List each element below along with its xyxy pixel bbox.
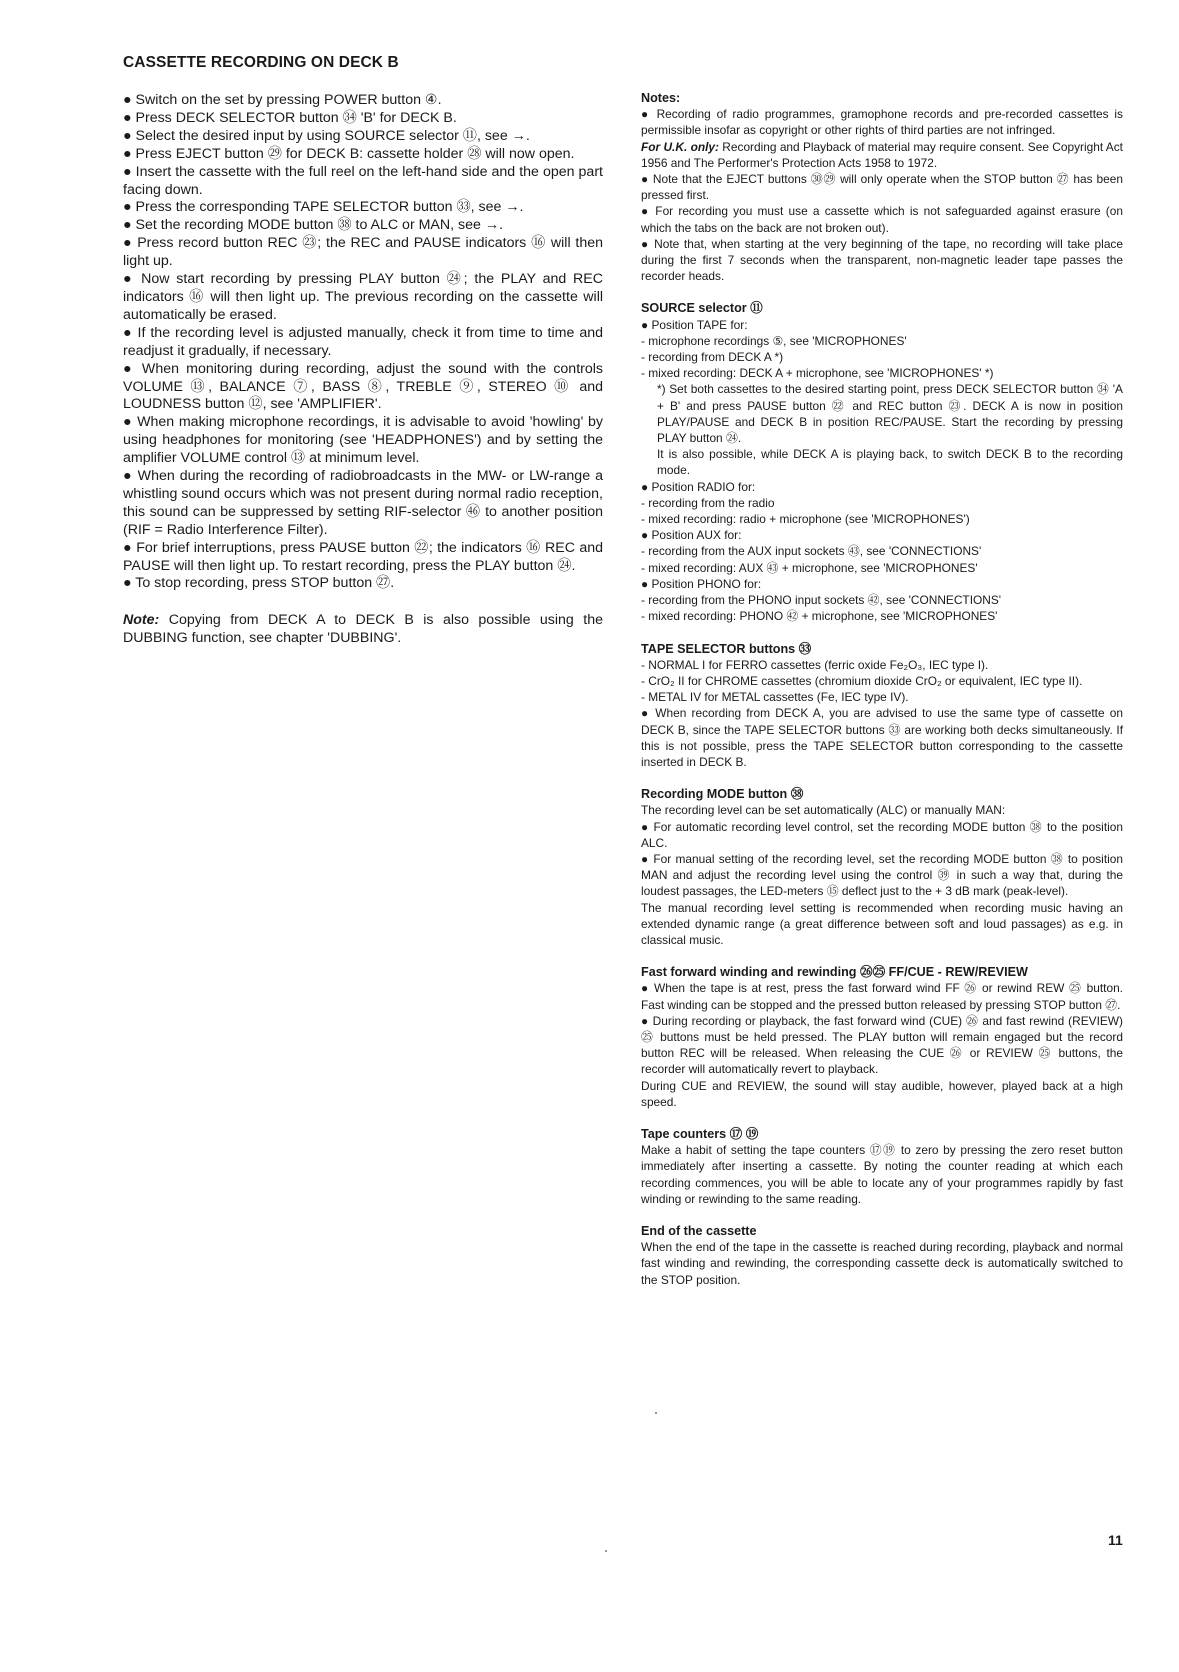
fast-winding-section <box>641 964 1123 1110</box>
instruction-item: ● Select the desired input by using SOURCE selector ⑪, see →. <box>123 127 530 144</box>
notes-paragraph: ● Note that the EJECT buttons ㉚㉙ will only operate when the STOP button ㉗ has been pressed first. <box>641 172 1123 203</box>
instruction-item: ● When making microphone recordings, it is advisable to avoid 'howling' by using headphones for monitoring (see 'HEADPHONES') and by setting the amplifier VOLUME control ⑬ at minimum level. <box>123 414 603 467</box>
instruction-item: ● Insert the cassette with the full reel on the left-hand side and the open part facing down. <box>123 163 603 198</box>
tape-counters-section <box>641 1126 1123 1207</box>
recording-mode-section <box>641 786 1123 948</box>
notes-paragraph: ● Note that, when starting at the very beginning of the tape, no recording will take place during the first 7 seconds when the transparent, non-magnetic leader tape passes the recorder heads. <box>641 236 1123 284</box>
list-line: - recording from the AUX input sockets ㊸, see 'CONNECTIONS' <box>641 544 982 559</box>
instruction-item: ● Press the corresponding TAPE SELECTOR button ㉝, see →. <box>123 199 524 216</box>
notes-heading: Notes: <box>641 91 681 105</box>
section-heading: SOURCE selector ⑪ <box>641 301 763 316</box>
list-line: - METAL IV for METAL cassettes (Fe, IEC type IV). <box>641 690 909 705</box>
list-line: - NORMAL I for FERRO cassettes (ferric oxide Fe₂O₃, IEC type I). <box>641 657 989 672</box>
list-line: - CrO₂ II for CHROME cassettes (chromium dioxide CrO₂ or equivalent, IEC type II). <box>641 673 1083 688</box>
section-paragraph: The recording level can be set automatically (ALC) or manually MAN: <box>641 803 1006 818</box>
scan-speck <box>605 1550 607 1552</box>
instruction-item: ● Press record button REC ㉓; the REC and PAUSE indicators ⑯ will then light up. <box>123 235 603 270</box>
list-line: - mixed recording: PHONO ㊷ + microphone, see 'MICROPHONES' <box>641 609 998 624</box>
scan-speck <box>655 1412 657 1414</box>
list-line: ● Position PHONO for: <box>641 576 762 591</box>
section-paragraph: Make a habit of setting the tape counters ⑰⑲ to zero by pressing the zero reset button immediately after inserting a cassette. By noting the counter reading at which each recording commences, you will be able to locate any of your programmes rapidly by fast winding or rewinding to the same reading. <box>641 1143 1123 1206</box>
footnote: It is also possible, while DECK A is playing back, to switch DECK B to the recording mode. <box>657 447 1123 478</box>
list-line: ● Position TAPE for: <box>641 317 748 332</box>
section-paragraph: The manual recording level setting is recommended when recording music having an extended dynamic range (a great difference between soft and loud passages) as e.g. in classical music. <box>641 900 1123 947</box>
section-paragraph: ● During recording or playback, the fast forward wind (CUE) ㉖ and fast rewind (REVIEW) ㉕ buttons must be held pressed. The PLAY button will remain engaged but the record button REC will be released. When releasing the CUE ㉖ or REVIEW ㉕ buttons, the recorder will automatically revert to playback. <box>641 1013 1123 1077</box>
instruction-item: ● Now start recording by pressing PLAY button ㉔; the PLAY and REC indicators ⑯ will then light up. The previous recording on the cassette will automatically be erased. <box>123 271 603 323</box>
section-heading: Fast forward winding and rewinding ㉖㉕ FF/CUE - REW/REVIEW <box>641 965 1028 980</box>
dubbing-note <box>123 612 603 648</box>
instruction-item: ● If the recording level is adjusted manually, check it from time to time and readjust it gradually, if necessary. <box>123 324 603 359</box>
list-line: - mixed recording: AUX ㊸ + microphone, see 'MICROPHONES' <box>641 560 978 575</box>
section-paragraph: ● When recording from DECK A, you are advised to use the same type of cassette on DECK B, since the TAPE SELECTOR buttons ㉝ are working both decks simultaneously. If this is not possible, press the TAPE SELECTOR button corresponding to the cassette inserted in DECK B. <box>641 706 1123 769</box>
list-line: - microphone recordings ⑤, see 'MICROPHONES' <box>641 333 907 348</box>
instruction-item: ● To stop recording, press STOP button ㉗. <box>123 575 395 592</box>
instruction-item: ● When during the recording of radiobroadcasts in the MW- or LW-range a whistling sound occurs which was not present during normal radio reception, this sound can be suppressed by setting RIF-selector ㊻ to another position (RIF = Radio Interference Filter). <box>123 468 603 538</box>
footnote: *) Set both cassettes to the desired starting point, press DECK SELECTOR button ㉞ 'A + B' and press PAUSE button ㉒ and REC button ㉓. DECK A is now in position PLAY/PAUSE and DECK B in position REC/PAUSE. Start the recording by pressing PLAY button ㉔. <box>657 382 1123 446</box>
note-text: Copying from DECK A to DECK B is also possible using the DUBBING function, see chapter 'DUBBING'. <box>123 612 603 647</box>
notes-paragraph: ● For recording you must use a cassette which is not safeguarded against erasure (on which the tabs on the back are not broken out). <box>641 204 1123 235</box>
instruction-item: ● When monitoring during recording, adjust the sound with the controls VOLUME ⑬, BALANCE ⑦, BASS ⑧, TREBLE ⑨, STEREO ⑩ and LOUDNESS button ⑫, see 'AMPLIFIER'. <box>123 360 603 413</box>
list-line: - recording from the PHONO input sockets ㊷, see 'CONNECTIONS' <box>641 593 1002 608</box>
instruction-item: ● Set the recording MODE button ㊳ to ALC or MAN, see →. <box>123 217 503 234</box>
tape-selector-section <box>641 641 1123 771</box>
list-line: - recording from DECK A *) <box>641 350 784 365</box>
uk-label: For U.K. only: <box>641 139 719 154</box>
page-title: CASSETTE RECORDING ON DECK B <box>123 54 399 71</box>
section-heading: TAPE SELECTOR buttons ㉝ <box>641 641 812 656</box>
right-column <box>641 90 1123 1288</box>
section-heading: Tape counters ⑰ ⑲ <box>641 1126 759 1141</box>
uk-text: Recording and Playback of material may require consent. See Copyright Act 1956 and The Performer's Protection Acts 1958 to 1972. <box>641 139 1123 170</box>
notes-section <box>641 90 1123 284</box>
uk-note <box>641 139 1123 171</box>
section-heading: Recording MODE button ㊳ <box>641 787 804 802</box>
list-line: ● Position AUX for: <box>641 528 742 543</box>
notes-paragraph: ● Recording of radio programmes, gramophone records and pre-recorded cassettes is permissible insofar as copyright or other rights of third parties are not infringed. <box>641 107 1123 138</box>
instruction-item: ● Switch on the set by pressing POWER button ④. <box>123 92 442 108</box>
instruction-item: ● For brief interruptions, press PAUSE button ㉒; the indicators ⑯ REC and PAUSE will then light up. To restart recording, press the PLAY button ㉔. <box>123 539 603 574</box>
section-paragraph: When the end of the tape in the cassette is reached during recording, playback and normal fast winding and rewinding, the corresponding cassette deck is automatically switched to the STOP position. <box>641 1240 1123 1287</box>
note-label: Note: <box>123 612 160 629</box>
list-line: - mixed recording: radio + microphone (see 'MICROPHONES') <box>641 512 970 527</box>
section-paragraph: During CUE and REVIEW, the sound will stay audible, however, played back at a high speed. <box>641 1078 1123 1109</box>
source-selector-section <box>641 300 1123 624</box>
list-line: - recording from the radio <box>641 495 775 510</box>
section-paragraph: ● For manual setting of the recording level, set the recording MODE button ㊳ to position MAN and adjust the recording level using the control ㊴ in such a way that, during the loudest passages, the LED-meters ⑮ deflect just to the + 3 dB mark (peak-level). <box>641 851 1123 899</box>
end-of-cassette-section <box>641 1223 1123 1288</box>
instruction-item: ● Press DECK SELECTOR button ㉞ 'B' for DECK B. <box>123 109 457 126</box>
list-line: - mixed recording: DECK A + microphone, see 'MICROPHONES' *) <box>641 366 994 381</box>
left-column <box>123 92 603 648</box>
section-heading: End of the cassette <box>641 1224 757 1238</box>
list-line: ● Position RADIO for: <box>641 479 756 494</box>
section-paragraph: ● For automatic recording level control, set the recording MODE button ㊳ to the position ALC. <box>641 819 1123 850</box>
section-paragraph: ● When the tape is at rest, press the fast forward wind FF ㉖ or rewind REW ㉕ button. Fast winding can be stopped and the pressed button released by pressing STOP button ㉗. <box>641 981 1123 1012</box>
page-number: 11 <box>1108 1532 1123 1548</box>
instruction-item: ● Press EJECT button ㉙ for DECK B: cassette holder ㉘ will now open. <box>123 145 575 162</box>
